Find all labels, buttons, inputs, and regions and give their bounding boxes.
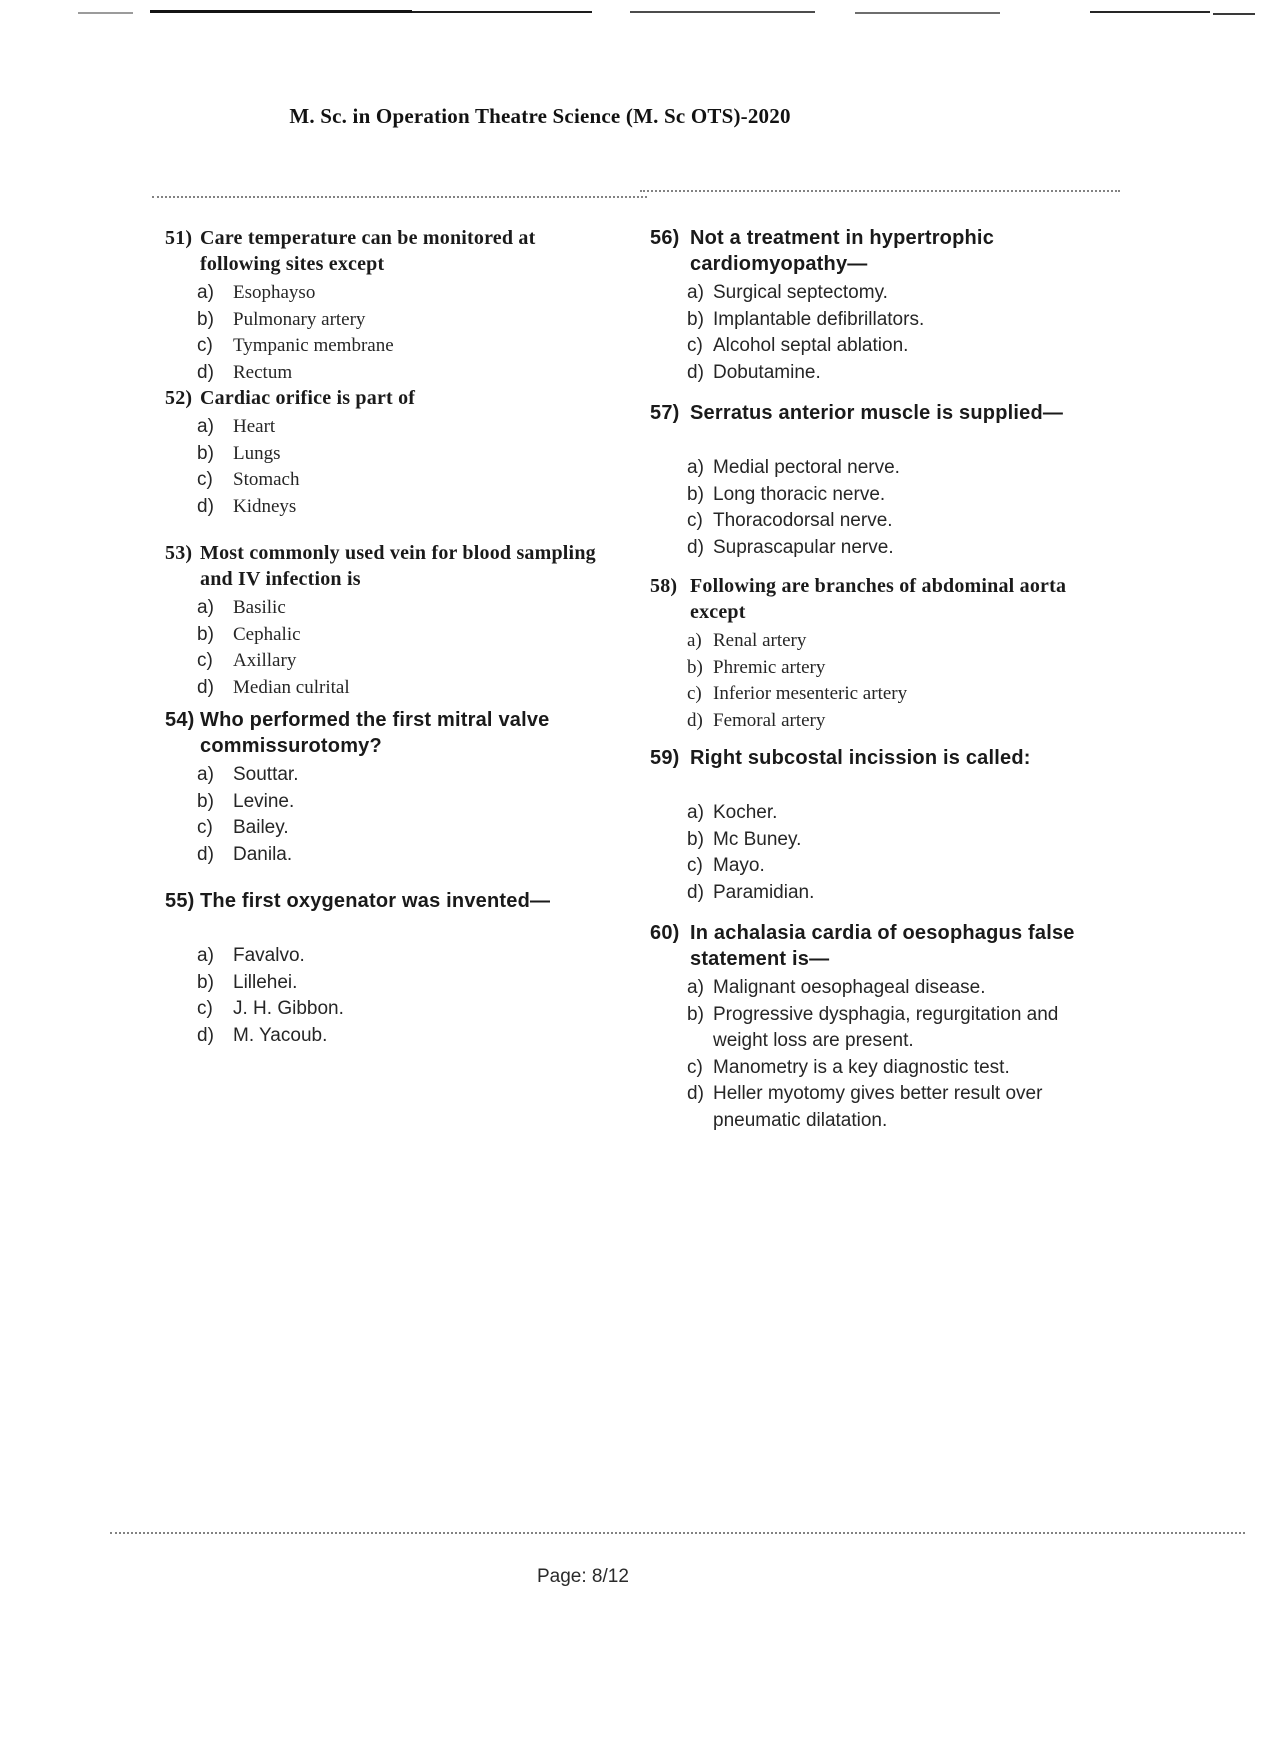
option-c bbox=[650, 1055, 1120, 1082]
scan-artifact-line bbox=[1213, 13, 1255, 15]
option-a bbox=[165, 280, 617, 307]
option-b bbox=[650, 482, 1120, 509]
option-letter: b) bbox=[687, 656, 703, 678]
option-a bbox=[650, 628, 1120, 655]
option-letter: b) bbox=[687, 1003, 704, 1025]
question-number: 55) bbox=[165, 890, 195, 912]
option-text: Progressive dysphagia, regurgitation and weight loss are present. bbox=[713, 1003, 1059, 1051]
option-text: Favalvo. bbox=[233, 945, 305, 966]
option-text: Phremic artery bbox=[713, 656, 826, 678]
option-a bbox=[165, 762, 617, 789]
option-letter: c) bbox=[687, 683, 702, 704]
option-c bbox=[650, 508, 1120, 535]
question-number: 58) bbox=[650, 575, 678, 597]
option-d bbox=[165, 1023, 617, 1050]
option-letter: a) bbox=[687, 977, 704, 998]
option-d bbox=[650, 1081, 1120, 1134]
question-number: 51) bbox=[165, 227, 193, 249]
option-c bbox=[165, 815, 617, 842]
question-title bbox=[650, 225, 1120, 277]
question-text: The first oxygenator was invented— bbox=[200, 890, 551, 912]
question-57 bbox=[650, 400, 1120, 561]
question-text: Not a treatment in hypertrophic cardiomyopathy— bbox=[690, 227, 995, 275]
option-c bbox=[650, 853, 1120, 880]
option-letter: a) bbox=[687, 802, 704, 823]
question-51 bbox=[165, 225, 617, 386]
option-text: M. Yacoub. bbox=[233, 1024, 328, 1046]
page-title: M. Sc. in Operation Theatre Science (M. Sc OTS)-2020 bbox=[289, 104, 791, 128]
option-b bbox=[165, 622, 617, 649]
option-c bbox=[650, 681, 1120, 708]
option-b bbox=[165, 970, 617, 997]
header-divider bbox=[640, 190, 1120, 192]
option-text: Paramidian. bbox=[713, 881, 815, 903]
options-list bbox=[165, 762, 617, 868]
option-text: Implantable defibrillators. bbox=[713, 308, 925, 330]
option-letter: d) bbox=[197, 361, 214, 383]
option-b bbox=[165, 789, 617, 816]
footer-divider bbox=[110, 1532, 1245, 1534]
question-text: Who performed the first mitral valve commissurotomy? bbox=[200, 709, 550, 757]
options-list bbox=[650, 455, 1120, 561]
option-d bbox=[165, 675, 617, 702]
options-list bbox=[650, 628, 1120, 734]
option-letter: d) bbox=[687, 536, 704, 558]
option-text: Pulmonary artery bbox=[233, 308, 366, 330]
option-text: Medial pectoral nerve. bbox=[713, 457, 900, 478]
option-letter: c) bbox=[197, 469, 213, 490]
option-b bbox=[650, 827, 1120, 854]
option-letter: a) bbox=[197, 945, 214, 966]
option-a bbox=[650, 800, 1120, 827]
option-letter: a) bbox=[687, 457, 704, 478]
question-53 bbox=[165, 540, 617, 701]
option-letter: d) bbox=[687, 1083, 704, 1104]
question-54 bbox=[165, 707, 617, 868]
option-text: Souttar. bbox=[233, 764, 299, 785]
option-letter: b) bbox=[687, 308, 704, 330]
option-a bbox=[650, 280, 1120, 307]
question-number: 54) bbox=[165, 709, 195, 731]
option-letter: c) bbox=[197, 817, 213, 838]
option-letter: c) bbox=[687, 855, 703, 876]
option-text: Suprascapular nerve. bbox=[713, 536, 894, 558]
option-text: Renal artery bbox=[713, 630, 807, 651]
option-text: Axillary bbox=[233, 650, 297, 671]
option-text: Heart bbox=[233, 416, 276, 437]
scan-artifact-line bbox=[150, 10, 412, 13]
option-text: Cephalic bbox=[233, 623, 301, 645]
option-c bbox=[165, 996, 617, 1023]
option-letter: d) bbox=[687, 361, 704, 383]
option-text: Stomach bbox=[233, 469, 300, 490]
question-title bbox=[165, 540, 617, 592]
option-letter: d) bbox=[197, 1024, 214, 1046]
option-a bbox=[165, 595, 617, 622]
option-d bbox=[650, 880, 1120, 907]
option-b bbox=[650, 307, 1120, 334]
option-text: Kidneys bbox=[233, 495, 297, 517]
options-list bbox=[165, 414, 617, 520]
question-title bbox=[165, 225, 617, 277]
option-text: Lillehei. bbox=[233, 971, 298, 993]
option-letter: a) bbox=[687, 630, 702, 651]
scan-artifact-line bbox=[855, 12, 1000, 14]
option-text: J. H. Gibbon. bbox=[233, 998, 344, 1019]
option-a bbox=[165, 943, 617, 970]
option-a bbox=[165, 414, 617, 441]
option-text: Tympanic membrane bbox=[233, 335, 394, 356]
scan-artifact-line bbox=[630, 11, 815, 13]
question-number: 53) bbox=[165, 542, 193, 564]
option-letter: b) bbox=[197, 971, 214, 993]
option-text: Mc Buney. bbox=[713, 828, 802, 850]
option-text: Long thoracic nerve. bbox=[713, 483, 886, 505]
option-letter: c) bbox=[197, 650, 213, 671]
option-text: Dobutamine. bbox=[713, 361, 821, 383]
option-letter: c) bbox=[197, 335, 213, 356]
options-list bbox=[165, 280, 617, 386]
option-c bbox=[165, 333, 617, 360]
option-text: Alcohol septal ablation. bbox=[713, 335, 909, 356]
question-text: Most commonly used vein for blood sampling and IV infection is bbox=[200, 542, 596, 590]
question-title bbox=[650, 745, 1120, 771]
page-number: Page: 8/12 bbox=[537, 1566, 629, 1587]
option-text: Thoracodorsal nerve. bbox=[713, 510, 893, 531]
option-text: Surgical septectomy. bbox=[713, 282, 888, 303]
option-letter: a) bbox=[687, 282, 704, 303]
option-d bbox=[650, 535, 1120, 562]
question-58 bbox=[650, 573, 1120, 734]
option-text: Femoral artery bbox=[713, 709, 826, 731]
question-number: 60) bbox=[650, 922, 680, 944]
option-b bbox=[650, 1002, 1120, 1055]
question-title bbox=[650, 920, 1120, 972]
option-letter: b) bbox=[197, 790, 214, 812]
option-d bbox=[650, 360, 1120, 387]
option-text: Rectum bbox=[233, 361, 293, 383]
option-d bbox=[165, 842, 617, 869]
option-letter: b) bbox=[197, 308, 214, 330]
question-title bbox=[165, 707, 617, 759]
option-a bbox=[650, 455, 1120, 482]
question-number: 59) bbox=[650, 747, 680, 769]
options-list bbox=[165, 595, 617, 701]
scan-artifact-line bbox=[78, 12, 133, 14]
option-text: Levine. bbox=[233, 790, 295, 812]
question-title bbox=[650, 400, 1120, 426]
options-list bbox=[650, 975, 1120, 1134]
option-text: Kocher. bbox=[713, 802, 778, 823]
option-text: Heller myotomy gives better result over pneumatic dilatation. bbox=[713, 1083, 1043, 1131]
question-number: 56) bbox=[650, 227, 680, 249]
option-b bbox=[650, 655, 1120, 682]
option-letter: a) bbox=[197, 764, 214, 785]
question-text: Right subcostal incission is called: bbox=[690, 747, 1031, 769]
option-text: Manometry is a key diagnostic test. bbox=[713, 1056, 1010, 1078]
option-letter: c) bbox=[197, 998, 213, 1019]
option-letter: b) bbox=[687, 828, 704, 850]
option-letter: b) bbox=[197, 442, 214, 464]
option-letter: c) bbox=[687, 335, 703, 356]
option-letter: b) bbox=[197, 623, 214, 645]
option-text: Mayo. bbox=[713, 855, 765, 876]
option-text: Esophayso bbox=[233, 282, 316, 303]
option-text: Bailey. bbox=[233, 817, 289, 838]
option-letter: c) bbox=[687, 1056, 703, 1078]
question-title bbox=[650, 573, 1120, 625]
option-letter: d) bbox=[197, 495, 214, 517]
option-d bbox=[650, 708, 1120, 735]
option-letter: d) bbox=[197, 843, 214, 865]
option-text: Median culrital bbox=[233, 676, 350, 698]
options-list bbox=[650, 280, 1120, 386]
question-number: 52) bbox=[165, 387, 193, 409]
question-60 bbox=[650, 920, 1120, 1134]
option-b bbox=[165, 307, 617, 334]
options-list bbox=[650, 800, 1120, 906]
option-d bbox=[165, 494, 617, 521]
question-text: Cardiac orifice is part of bbox=[200, 387, 416, 409]
option-c bbox=[165, 467, 617, 494]
option-letter: d) bbox=[687, 881, 704, 903]
option-letter: a) bbox=[197, 416, 214, 437]
question-text: Serratus anterior muscle is supplied— bbox=[690, 402, 1064, 424]
question-title bbox=[165, 888, 617, 914]
option-text: Danila. bbox=[233, 843, 293, 865]
option-b bbox=[165, 441, 617, 468]
question-text: Following are branches of abdominal aorta except bbox=[690, 575, 1067, 623]
question-52 bbox=[165, 385, 617, 520]
option-letter: a) bbox=[197, 597, 214, 618]
option-text: Inferior mesenteric artery bbox=[713, 683, 908, 704]
option-a bbox=[650, 975, 1120, 1002]
option-c bbox=[165, 648, 617, 675]
question-text: In achalasia cardia of oesophagus false statement is— bbox=[690, 922, 1075, 970]
option-letter: a) bbox=[197, 282, 214, 303]
option-text: Basilic bbox=[233, 597, 286, 618]
header-divider bbox=[152, 196, 647, 198]
option-letter: c) bbox=[687, 510, 703, 531]
scan-artifact-line bbox=[412, 11, 592, 13]
option-d bbox=[165, 360, 617, 387]
option-letter: d) bbox=[687, 709, 703, 731]
question-56 bbox=[650, 225, 1120, 386]
question-text: Care temperature can be monitored at following sites except bbox=[200, 227, 536, 275]
scan-artifact-line bbox=[1090, 11, 1210, 13]
option-c bbox=[650, 333, 1120, 360]
option-letter: b) bbox=[687, 483, 704, 505]
question-title bbox=[165, 385, 617, 411]
options-list bbox=[165, 943, 617, 1049]
question-number: 57) bbox=[650, 402, 680, 424]
option-text: Malignant oesophageal disease. bbox=[713, 977, 986, 998]
question-59 bbox=[650, 745, 1120, 906]
question-55 bbox=[165, 888, 617, 1049]
option-text: Lungs bbox=[233, 442, 281, 464]
option-letter: d) bbox=[197, 676, 214, 698]
